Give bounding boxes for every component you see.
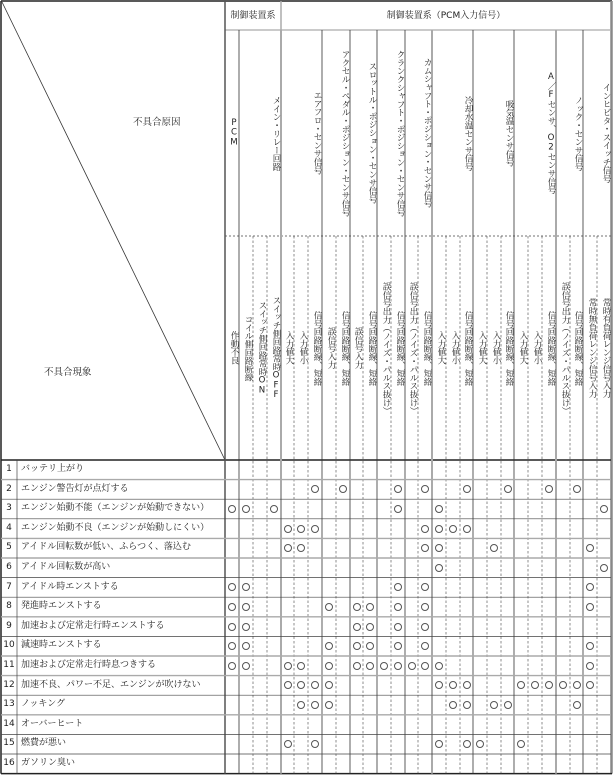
applicable-mark-circle	[421, 642, 429, 650]
applicable-mark-circle	[449, 681, 457, 689]
applicable-mark-circle	[353, 603, 361, 611]
row-number: 5	[6, 542, 12, 553]
applicable-mark-circle	[242, 623, 250, 631]
table-row	[0, 597, 611, 617]
applicable-mark-circle	[242, 642, 250, 650]
applicable-mark-circle	[228, 603, 236, 611]
cause-group-label: メイン・リレー回路	[271, 95, 281, 171]
row-number: 2	[6, 483, 12, 494]
failure-mode-label: 信号回路断線、短絡	[312, 310, 322, 386]
applicable-mark-circle	[421, 525, 429, 533]
applicable-mark-circle	[394, 623, 402, 631]
failure-mode-label: 信号回路断線、短絡	[546, 310, 556, 386]
applicable-mark-circle	[325, 662, 333, 670]
failure-mode-label: コイル側回路断線	[243, 314, 253, 382]
applicable-mark-circle	[586, 603, 594, 611]
applicable-mark-circle	[311, 681, 319, 689]
applicable-mark-circle	[408, 662, 416, 670]
table-row	[0, 636, 611, 656]
applicable-mark-circle	[284, 681, 292, 689]
cause-group	[432, 36, 473, 230]
symptom-axis-label: 不具合現象	[44, 367, 92, 378]
row-number: 14	[3, 718, 15, 729]
applicable-mark-circle	[311, 525, 319, 533]
applicable-mark-circle	[504, 701, 512, 709]
symptom-label: 加速および定常走行時息つきする	[21, 660, 157, 670]
row-number: 10	[3, 640, 15, 651]
applicable-mark-circle	[353, 662, 361, 670]
applicable-mark-circle	[421, 485, 429, 493]
applicable-mark-circle	[463, 740, 471, 748]
symptom-label: エンジン始動不良（エンジンが始動しにくい）	[21, 522, 210, 533]
applicable-mark-circle	[297, 525, 305, 533]
applicable-mark-circle	[228, 583, 236, 591]
table-row	[0, 538, 611, 558]
failure-mode-label: 信号回路断線、短絡	[422, 310, 432, 386]
symptom-label: アイドル時エンストする	[21, 581, 119, 592]
applicable-mark-circle	[311, 701, 319, 709]
corner-diagonal	[2, 2, 225, 460]
applicable-mark-circle	[325, 681, 333, 689]
applicable-mark-circle	[573, 681, 581, 689]
symptom-label: オーバーヒート	[21, 718, 84, 729]
row-number: 6	[6, 562, 12, 572]
symptom-label: 発進時エンストする	[21, 601, 102, 612]
applicable-mark-circle	[228, 623, 236, 631]
applicable-mark-circle	[380, 662, 388, 670]
applicable-mark-circle	[449, 701, 457, 709]
cause-group-label: インヒビタ・スイッチ信号	[601, 83, 611, 183]
failure-mode-label: 入力値大	[477, 331, 487, 365]
failure-mode-label: 入力値大	[518, 331, 528, 365]
applicable-mark-circle	[311, 485, 319, 493]
applicable-mark-circle	[228, 505, 236, 513]
failure-mode-label: 信号回路断線、短絡	[395, 310, 405, 386]
applicable-mark-circle	[600, 564, 608, 572]
cause-group	[350, 36, 377, 230]
symptom-label: ガソリン臭い	[21, 758, 76, 768]
cause-group	[239, 36, 281, 230]
applicable-mark-circle	[339, 485, 347, 493]
applicable-mark-circle	[421, 583, 429, 591]
cause-group-label: クランクシャフト・ポジション・センサ信号	[395, 49, 405, 216]
cause-group-label: PCM	[229, 118, 239, 148]
applicable-mark-circle	[517, 681, 525, 689]
applicable-mark-circle	[435, 681, 443, 689]
applicable-mark-circle	[242, 603, 250, 611]
applicable-mark-circle	[311, 740, 319, 748]
cause-group	[473, 36, 514, 230]
symptom-label: エンジン警告灯が点灯する	[21, 483, 129, 494]
applicable-mark-circle	[504, 485, 512, 493]
cause-axis-label: 不具合原因	[133, 117, 181, 128]
applicable-mark-circle	[559, 681, 567, 689]
cause-group-label: ノック・センサ信号	[573, 95, 583, 171]
cause-group	[377, 36, 405, 230]
table-row	[0, 578, 611, 598]
applicable-mark-circle	[394, 662, 402, 670]
applicable-mark-circle	[545, 485, 553, 493]
applicable-mark-circle	[394, 583, 402, 591]
table-row	[0, 617, 611, 637]
applicable-mark-circle	[325, 603, 333, 611]
table-row	[0, 460, 611, 480]
applicable-mark-circle	[545, 681, 553, 689]
applicable-mark-circle	[270, 505, 278, 513]
applicable-mark-circle	[284, 740, 292, 748]
applicable-mark-circle	[586, 642, 594, 650]
cause-group	[556, 36, 583, 230]
cause-group-label: スロットル・ポジション・センサ信号	[367, 62, 377, 204]
applicable-mark-circle	[586, 583, 594, 591]
applicable-mark-circle	[476, 740, 484, 748]
row-number: 7	[6, 581, 12, 592]
failure-mode-label: 常時無負荷レンジ信号入力	[587, 298, 597, 398]
applicable-mark-circle	[449, 525, 457, 533]
symptom-label: アイドル回転数が高い	[21, 562, 111, 572]
applicable-mark-circle	[586, 662, 594, 670]
failure-mode-label: 信号回路断線、短絡	[463, 310, 473, 386]
table-row	[0, 480, 611, 500]
failure-mode-label: 作動不良	[229, 331, 239, 365]
applicable-mark-circle	[573, 485, 581, 493]
failure-mode-label: 入力値小	[298, 331, 308, 365]
applicable-mark-circle	[297, 701, 305, 709]
applicable-mark-circle	[435, 564, 443, 572]
applicable-mark-circle	[463, 701, 471, 709]
cause-group	[405, 36, 432, 230]
symptom-label: 燃費が悪い	[21, 738, 67, 749]
applicable-mark-circle	[421, 662, 429, 670]
table-row	[0, 656, 611, 676]
row-number: 8	[6, 601, 12, 612]
cause-group	[514, 36, 556, 230]
applicable-mark-circle	[517, 740, 525, 748]
applicable-mark-circle	[421, 544, 429, 552]
failure-mode-label: 入力値大	[284, 331, 294, 365]
symptom-label: ノッキング	[21, 699, 66, 710]
table-row	[0, 519, 611, 539]
cause-group-label: A／Fセンサ、O2センサ信号	[546, 72, 556, 194]
failure-mode-label: スイッチ側回路常時ON	[257, 300, 267, 396]
applicable-mark-circle	[435, 740, 443, 748]
applicable-mark-circle	[435, 544, 443, 552]
symptom-label: 減速時エンストする	[21, 640, 102, 651]
applicable-mark-circle	[325, 701, 333, 709]
failure-mode-label: 信号回路断線、短絡	[367, 310, 377, 386]
applicable-mark-circle	[394, 603, 402, 611]
applicable-mark-circle	[421, 603, 429, 611]
row-number: 9	[6, 620, 12, 631]
table-row	[0, 695, 611, 715]
applicable-mark-circle	[463, 681, 471, 689]
cause-group	[583, 36, 611, 230]
row-number: 13	[3, 699, 15, 710]
applicable-mark-circle	[284, 662, 292, 670]
applicable-mark-circle	[325, 642, 333, 650]
table-row	[0, 558, 611, 578]
failure-mode-label: 信号回路断線、短絡	[340, 310, 350, 386]
applicable-mark-circle	[366, 662, 374, 670]
applicable-mark-circle	[297, 544, 305, 552]
applicable-mark-circle	[284, 544, 292, 552]
table-row	[0, 499, 611, 519]
applicable-mark-circle	[284, 525, 292, 533]
cause-group-label: アクセル・ペダル・ポジション・センサ信号	[340, 49, 350, 216]
failure-mode-label: 誤信号入力	[353, 327, 363, 369]
cause-group-label: エアフロ・センサ信号	[312, 91, 322, 175]
failure-mode-label: 誤信号出力（ノイズ・パルス抜け）	[408, 281, 418, 415]
symptom-label: 加速および定常走行時エンストする	[21, 620, 165, 631]
applicable-mark-circle	[435, 505, 443, 513]
failure-mode-label: 入力値小	[491, 331, 501, 365]
applicable-mark-circle	[297, 662, 305, 670]
failure-mode-label: 信号回路断線、短絡	[573, 310, 583, 386]
table-row	[0, 715, 611, 735]
table-row	[0, 676, 611, 696]
symptom-label: エンジン始動不能（エンジンが始動できない）	[21, 503, 210, 514]
applicable-mark-circle	[353, 642, 361, 650]
symptom-label: バッテリ上がり	[21, 464, 85, 474]
applicable-mark-circle	[242, 505, 250, 513]
applicable-mark-circle	[531, 681, 539, 689]
failure-mode-label: 常時有負荷レンジ信号入力	[601, 298, 611, 398]
applicable-mark-circle	[297, 681, 305, 689]
cause-group-label: カムシャフト・ポジション・センサ信号	[422, 58, 432, 208]
applicable-mark-circle	[490, 701, 498, 709]
applicable-mark-circle	[394, 505, 402, 513]
row-number: 3	[6, 503, 12, 514]
applicable-mark-circle	[242, 583, 250, 591]
symptom-label: アイドル回転数が低い、ふらつく、落込む	[21, 542, 191, 553]
failure-mode-label: スイッチ側回路常時OFF	[271, 296, 281, 400]
row-number: 12	[3, 679, 15, 690]
cause-group	[225, 36, 239, 230]
applicable-mark-circle	[394, 642, 402, 650]
failure-mode-label: 入力値小	[532, 331, 542, 365]
applicable-mark-circle	[586, 544, 594, 552]
top-group-control-system: 制御装置系	[230, 11, 276, 21]
applicable-mark-circle	[366, 642, 374, 650]
row-number: 11	[3, 660, 15, 670]
applicable-mark-circle	[586, 681, 594, 689]
cause-group	[281, 36, 322, 230]
applicable-mark-circle	[463, 485, 471, 493]
applicable-mark-circle	[353, 623, 361, 631]
row-number: 16	[3, 758, 15, 768]
top-group-pcm-input-signals: 制御装置系（PCM入力信号）	[386, 11, 506, 21]
failure-mode-label: 誤信号入力	[326, 327, 336, 369]
applicable-mark-circle	[228, 642, 236, 650]
failure-mode-label: 入力値小	[450, 331, 460, 365]
cause-group-label: 冷却水温センサ信号	[463, 95, 473, 171]
applicable-mark-circle	[490, 544, 498, 552]
applicable-mark-circle	[228, 662, 236, 670]
row-number: 4	[6, 522, 12, 533]
applicable-mark-circle	[573, 701, 581, 709]
applicable-mark-circle	[421, 623, 429, 631]
applicable-mark-circle	[463, 525, 471, 533]
table-row	[0, 734, 611, 754]
applicable-mark-circle	[435, 525, 443, 533]
applicable-mark-circle	[242, 662, 250, 670]
applicable-mark-circle	[600, 505, 608, 513]
cause-group	[322, 36, 350, 230]
symptom-label: 加速不良、パワー不足、エンジンが吹けない	[21, 679, 201, 690]
table-row	[0, 754, 611, 774]
cause-group-label: 吸気温センサ信号	[504, 99, 514, 167]
applicable-mark-circle	[394, 485, 402, 493]
row-number: 15	[3, 738, 15, 749]
applicable-mark-circle	[366, 623, 374, 631]
failure-mode-label: 入力値大	[436, 331, 446, 365]
failure-mode-label: 信号回路断線、短絡	[504, 310, 514, 386]
failure-mode-label: 誤信号出力（ノイズ・パルス抜け）	[381, 281, 391, 415]
row-number: 1	[6, 464, 12, 474]
applicable-mark-circle	[366, 603, 374, 611]
failure-mode-label: 誤信号出力（ノイズ・パルス抜け）	[560, 281, 570, 415]
applicable-mark-circle	[435, 662, 443, 670]
